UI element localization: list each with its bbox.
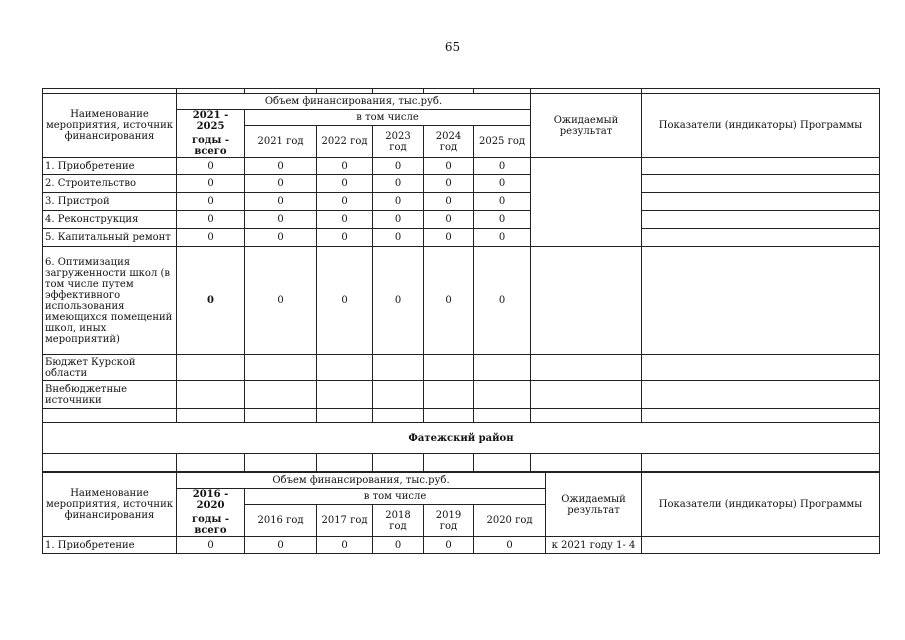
row-name: 5. Капитальный ремонт [43,229,177,247]
indicator-cell [642,537,880,554]
expected-result-cell [531,158,642,247]
row-value: 0 [245,211,317,229]
row-value [245,355,317,381]
header-including: в том числе [245,110,531,126]
header-volume-col: Объем финансирования, тыс.руб. [177,473,546,489]
header-name-col: Наименование мероприятия, источник финансирования [43,94,177,158]
indicator-cell [642,158,880,175]
row-value [317,355,373,381]
row-value: 0 [245,537,317,554]
header-total-period [177,489,245,537]
row-name: Бюджет Курской области [43,355,177,381]
row-value: 0 [177,537,245,554]
row-value: 0 [373,158,424,175]
total-suffix-label: годы - всего [191,135,230,157]
header-year: 2017 год [317,505,373,537]
header-expected-result: Ожидаемый результат [546,473,642,537]
header-year: 2021 год [245,126,317,158]
header-year: 2023 год [373,126,424,158]
row-value [177,355,245,381]
row-value: 0 [245,247,317,355]
page-number: 65 [444,40,461,54]
table-row [43,211,880,229]
table-row [43,247,880,355]
row-value [317,381,373,409]
indicator-cell [642,211,880,229]
row-value: 0 [474,537,546,554]
row-value: 0 [177,175,245,193]
row-value [474,381,531,409]
row-value [177,381,245,409]
row-value: 0 [177,211,245,229]
row-value: 0 [474,229,531,247]
header-year: 2024 год [424,126,474,158]
total-period-label: 2016 - 2020 [192,489,229,511]
row-value [245,381,317,409]
expected-result-cell [531,247,642,355]
row-value: 0 [474,193,531,211]
row-value: 0 [317,229,373,247]
header-year: 2018 год [373,505,424,537]
header-indicators: Показатели (индикаторы) Программы [642,473,880,537]
total-suffix-label: годы - всего [191,514,230,536]
indicator-cell [642,175,880,193]
financing-table-2021-2025 [42,88,880,472]
row-value: 0 [424,193,474,211]
row-value [424,355,474,381]
expected-result-cell [531,355,642,381]
row-name: 1. Приобретение [43,158,177,175]
indicator-cell [642,229,880,247]
header-name-col: Наименование мероприятия, источник финансирования [43,473,177,537]
row-name: 6. Оптимизация загруженности школ (в том числе путем эффективного использования имеющихся помещений школ, иных мероприятий) [43,247,177,355]
table-row [43,175,880,193]
row-value [424,381,474,409]
row-name: 2. Строительство [43,175,177,193]
row-value: 0 [317,537,373,554]
financing-table-2016-2020 [42,472,880,554]
header-year: 2020 год [474,505,546,537]
row-value [474,355,531,381]
table-row [43,381,880,409]
row-value: 0 [474,211,531,229]
header-including: в том числе [245,489,546,505]
row-value: 0 [373,193,424,211]
header-expected-result: Ожидаемый результат [531,94,642,158]
row-value [373,381,424,409]
row-value: 0 [373,211,424,229]
row-value: 0 [317,211,373,229]
district-title: Фатежский район [43,423,880,454]
row-value: 0 [317,193,373,211]
table-row [43,193,880,211]
expected-result-cell [531,381,642,409]
header-year: 2016 год [245,505,317,537]
row-value: 0 [474,175,531,193]
row-value: 0 [424,175,474,193]
row-value: 0 [474,247,531,355]
header-total-period [177,110,245,158]
row-value: 0 [245,175,317,193]
row-value: 0 [245,158,317,175]
row-value: 0 [373,175,424,193]
table-row [43,537,880,554]
row-value: 0 [474,158,531,175]
row-value: 0 [317,247,373,355]
header-year: 2022 год [317,126,373,158]
table-row [43,355,880,381]
header-volume-col: Объем финансирования, тыс.руб. [177,94,531,110]
row-value: 0 [424,247,474,355]
row-value: 0 [177,193,245,211]
indicator-cell [642,381,880,409]
row-value: 0 [373,247,424,355]
indicator-cell [642,193,880,211]
header-year: 2025 год [474,126,531,158]
row-value [373,355,424,381]
row-value: 0 [245,193,317,211]
table-row [43,158,880,175]
row-value: 0 [373,229,424,247]
header-year: 2019 год [424,505,474,537]
row-value: 0 [424,211,474,229]
row-name: 4. Реконструкция [43,211,177,229]
header-indicators: Показатели (индикаторы) Программы [642,94,880,158]
table-row [43,229,880,247]
indicator-cell [642,355,880,381]
row-value: 0 [317,158,373,175]
row-value: 0 [373,537,424,554]
row-value: 0 [177,247,245,355]
indicator-cell [642,247,880,355]
row-name: Внебюджетные источники [43,381,177,409]
total-period-label: 2021 - 2025 [192,110,229,132]
row-value: 0 [317,175,373,193]
row-value: 0 [424,537,474,554]
row-name: 1. Приобретение [43,537,177,554]
row-name: 3. Пристрой [43,193,177,211]
expected-result-cell: к 2021 году 1- 4 [546,537,642,554]
row-value: 0 [177,229,245,247]
row-value: 0 [424,158,474,175]
row-value: 0 [424,229,474,247]
row-value: 0 [177,158,245,175]
row-value: 0 [245,229,317,247]
